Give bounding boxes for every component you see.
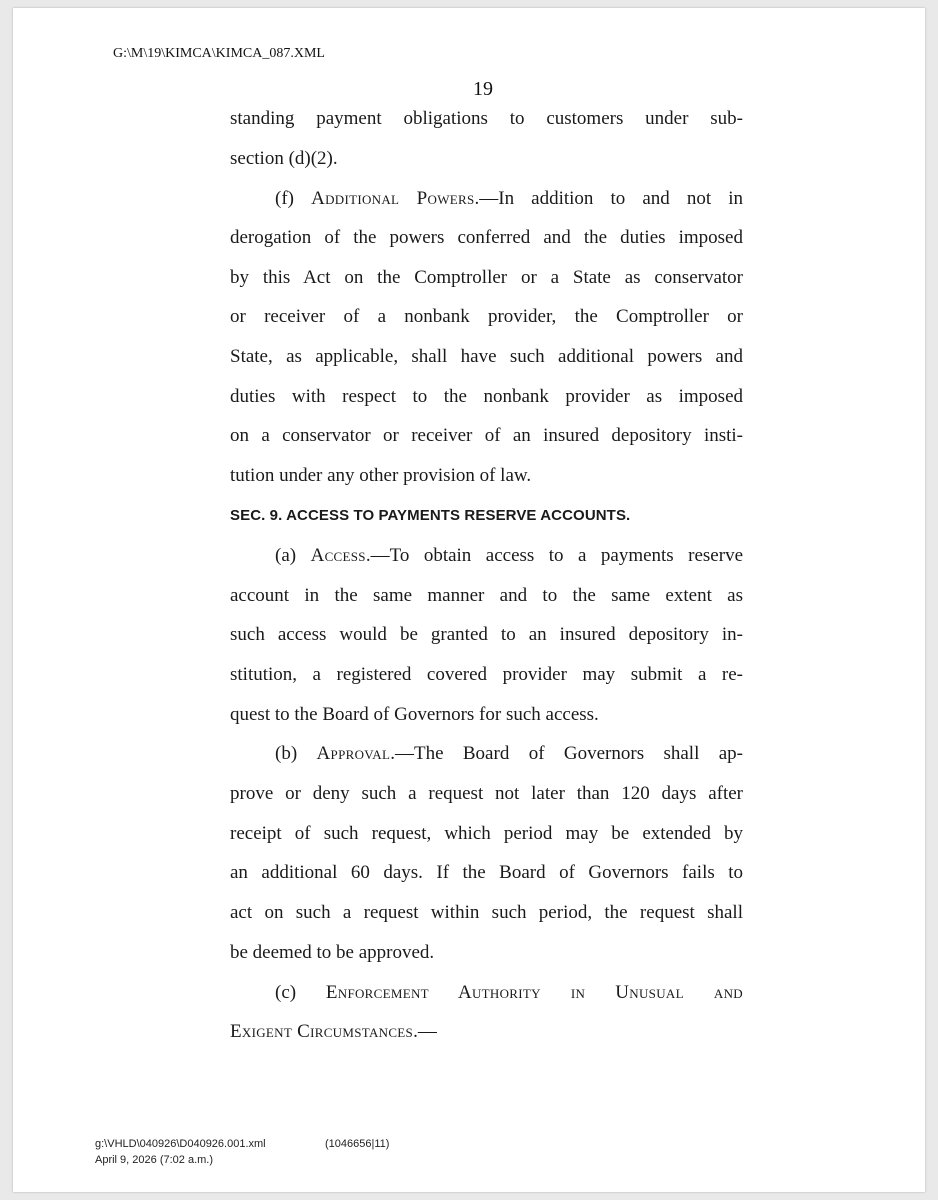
line-text: be deemed to be approved. <box>230 942 435 963</box>
subsection-marker: (a) <box>275 545 311 566</box>
line-text: .— <box>413 1021 437 1042</box>
subsection-marker: (f) <box>275 188 312 209</box>
line-text: quest to the Board of Governors for such access. <box>230 704 599 725</box>
subsection-heading-line <box>275 982 743 1004</box>
line-text: section (d)(2). <box>230 148 338 169</box>
footer-date: April 9, 2026 (7:02 a.m.) <box>95 1154 214 1166</box>
subsection-heading-line <box>230 1021 743 1043</box>
subsection-title: Approval <box>316 743 391 764</box>
subsection-heading-line <box>275 545 743 567</box>
section-heading: SEC. 9. ACCESS TO PAYMENTS RESERVE ACCOUNTS. <box>230 507 631 524</box>
line-text: .—The Board of Governors shall ap- <box>390 743 743 764</box>
subsection-heading-line <box>275 188 743 210</box>
subsection-title: Exigent Circumstances <box>230 1021 414 1042</box>
line-text: standing payment obligations to customers under sub- <box>230 108 743 129</box>
line-text: .—In addition to and not in <box>474 188 744 209</box>
line-text: stitution, a registered covered provider may submit a re- <box>230 664 743 685</box>
line-text: derogation of the powers conferred and the duties imposed <box>230 227 743 248</box>
line-text: prove or deny such a request not later than 120 days after <box>230 783 743 804</box>
line-text: act on such a request within such period, the request shall <box>230 902 743 923</box>
line-text: account in the same manner and to the same extent as <box>230 585 743 606</box>
line-text: by this Act on the Comptroller or a State as conservator <box>230 267 743 288</box>
line-text: State, as applicable, shall have such additional powers and <box>230 346 743 367</box>
line-text: or receiver of a nonbank provider, the Comptroller or <box>230 306 743 327</box>
footer-file-path: g:\VHLD\040926\D040926.001.xml <box>95 1138 266 1150</box>
line-text: .—To obtain access to a payments reserve <box>365 545 744 566</box>
line-text: an additional 60 days. If the Board of Governors fails to <box>230 862 743 883</box>
line-text: receipt of such request, which period may be extended by <box>230 823 743 844</box>
line-text: duties with respect to the nonbank provider as imposed <box>230 386 743 407</box>
subsection-heading-line <box>275 743 743 765</box>
subsection-marker: (c) <box>275 982 326 1003</box>
file-path-header: G:\M\19\KIMCA\KIMCA_087.XML <box>113 46 325 61</box>
document-page <box>13 8 925 1192</box>
line-text: on a conservator or receiver of an insured depository insti- <box>230 425 743 446</box>
subsection-title: Additional Powers <box>311 188 475 209</box>
subsection-marker: (b) <box>275 743 317 764</box>
subsection-title: Access <box>310 545 366 566</box>
subsection-title: Enforcement Authority in Unusual and <box>325 982 743 1003</box>
line-text: such access would be granted to an insured depository in- <box>230 624 743 645</box>
line-text: tution under any other provision of law. <box>230 465 532 486</box>
page-number: 19 <box>473 78 493 100</box>
footer-job-id: (1046656|11) <box>325 1138 390 1150</box>
